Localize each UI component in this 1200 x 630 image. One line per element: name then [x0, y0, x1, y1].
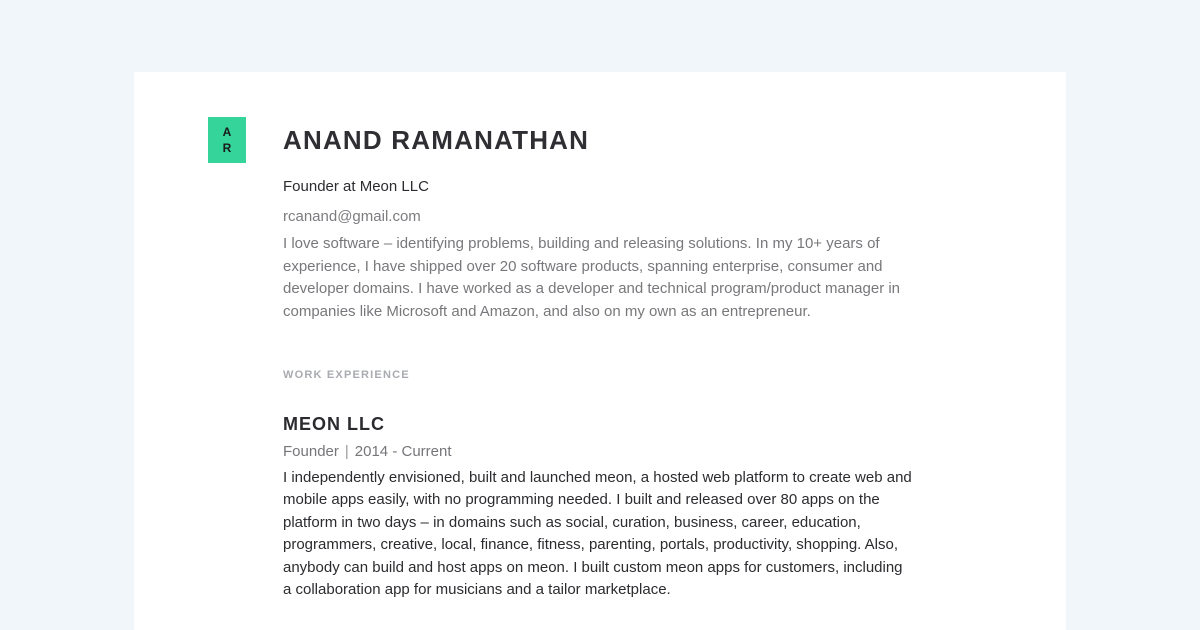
profile-summary: I love software – identifying problems, building and releasing solutions. In my 10+ years of experience, I have shipped over 20 software products, spanning enterprise, consumer and developer domains. I have worked as a developer and technical program/product manager in companies like Microsoft and Amazon, and also on my own as an entrepreneur.	[283, 235, 901, 320]
job-description: I independently envisioned, built and launched meon, a hosted web platform to create web and mobile apps easily, with no programming needed. I built and released over 80 apps on the platform in two days – in domains such as social, curation, business, career, education, programmers, creative, local, finance, fitness, parenting, portals, productivity, shopping. Also, anybody can build and host apps on meon. I built custom meon apps for customers, including a collaboration app for musicians and a tailor marketplace.	[283, 469, 912, 599]
resume-card	[134, 72, 1066, 630]
profile-name: ANAND RAMANATHAN	[283, 125, 590, 155]
role-line	[283, 441, 913, 463]
resume-content	[283, 122, 913, 601]
role-separator: |	[344, 443, 349, 460]
initial-last: R	[222, 141, 232, 155]
initials-logo	[208, 117, 246, 163]
profile-email: rcanand@gmail.com	[283, 208, 421, 225]
job-role: Founder	[283, 443, 339, 460]
work-experience-heading: WORK EXPERIENCE	[283, 369, 410, 381]
initial-first: A	[222, 125, 232, 139]
company-name: MEON LLC	[283, 414, 385, 434]
job-entry	[283, 412, 913, 601]
profile-title: Founder at Meon LLC	[283, 178, 429, 195]
job-period: 2014 - Current	[354, 443, 452, 460]
